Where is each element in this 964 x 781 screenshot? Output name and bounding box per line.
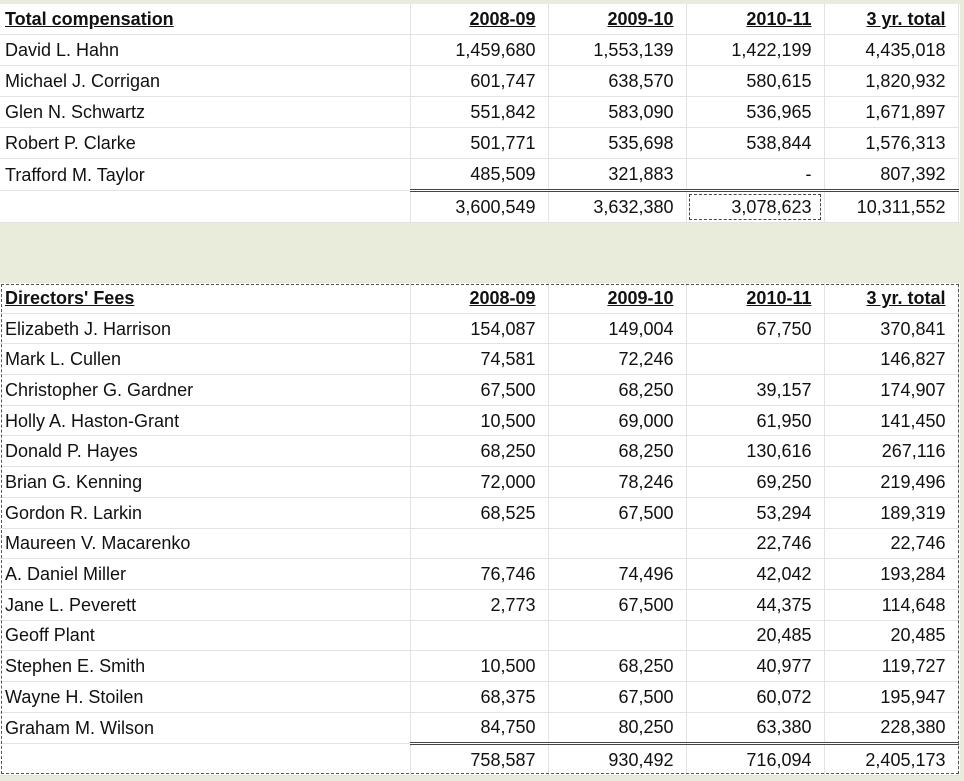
value-cell[interactable]: 154,087 <box>410 313 548 344</box>
value-cell[interactable]: 501,771 <box>410 128 548 159</box>
total-cell[interactable]: 3,632,380 <box>548 191 686 223</box>
total-compensation-header-row <box>0 4 958 35</box>
value-cell[interactable]: 193,284 <box>824 559 958 590</box>
total-cell[interactable]: 3,600,549 <box>410 191 548 223</box>
table-row <box>0 405 958 436</box>
value-cell[interactable]: 67,500 <box>548 681 686 712</box>
table-row <box>0 497 958 528</box>
name-cell[interactable]: Robert P. Clarke <box>0 128 410 159</box>
name-cell[interactable]: Jane L. Peverett <box>0 589 410 620</box>
name-cell[interactable]: Glen N. Schwartz <box>0 97 410 128</box>
value-cell[interactable]: 2,773 <box>410 589 548 620</box>
total-cell[interactable]: 2,405,173 <box>824 744 958 776</box>
value-cell[interactable]: 40,977 <box>686 651 824 682</box>
value-cell[interactable]: 1,671,897 <box>824 97 958 128</box>
value-cell[interactable]: 61,950 <box>686 405 824 436</box>
value-cell[interactable]: 69,000 <box>548 405 686 436</box>
table-row <box>0 97 958 128</box>
name-cell[interactable]: Elizabeth J. Harrison <box>0 313 410 344</box>
value-cell[interactable] <box>548 528 686 559</box>
value-cell[interactable]: 74,581 <box>410 344 548 375</box>
directors-fees-panel <box>0 283 960 775</box>
total-compensation-table <box>0 4 959 223</box>
value-cell[interactable]: 4,435,018 <box>824 35 958 66</box>
value-cell[interactable]: 538,844 <box>686 128 824 159</box>
value-cell[interactable] <box>410 528 548 559</box>
total-cell[interactable]: 716,094 <box>686 744 824 776</box>
total-cell[interactable]: 930,492 <box>548 744 686 776</box>
value-cell[interactable]: 1,459,680 <box>410 35 548 66</box>
value-cell[interactable]: 130,616 <box>686 436 824 467</box>
value-cell[interactable]: 119,727 <box>824 651 958 682</box>
directors-fees-title[interactable]: Directors' Fees <box>0 283 410 313</box>
value-cell[interactable]: 68,250 <box>548 436 686 467</box>
value-cell[interactable]: 146,827 <box>824 344 958 375</box>
value-cell[interactable]: 551,842 <box>410 97 548 128</box>
value-cell[interactable]: 60,072 <box>686 681 824 712</box>
value-cell[interactable]: 10,500 <box>410 405 548 436</box>
value-cell[interactable]: 583,090 <box>548 97 686 128</box>
table-row <box>0 66 958 97</box>
value-cell[interactable]: 195,947 <box>824 681 958 712</box>
value-cell[interactable]: 22,746 <box>686 528 824 559</box>
name-cell[interactable]: Holly A. Haston-Grant <box>0 405 410 436</box>
directors-fees-table <box>0 283 959 776</box>
name-cell[interactable]: Wayne H. Stoilen <box>0 681 410 712</box>
value-cell[interactable] <box>686 344 824 375</box>
value-cell[interactable]: 638,570 <box>548 66 686 97</box>
table-row <box>0 712 958 744</box>
table-row <box>0 436 958 467</box>
value-cell[interactable]: 1,576,313 <box>824 128 958 159</box>
value-cell[interactable]: 84,750 <box>410 712 548 744</box>
value-cell[interactable]: 67,500 <box>548 497 686 528</box>
total-compensation-totals-row <box>0 191 958 223</box>
name-cell[interactable]: Maureen V. Macarenko <box>0 528 410 559</box>
value-cell[interactable]: 72,246 <box>548 344 686 375</box>
column-header[interactable]: 2008-09 <box>410 4 548 35</box>
table-row <box>0 559 958 590</box>
table-row <box>0 681 958 712</box>
value-cell[interactable]: 22,746 <box>824 528 958 559</box>
value-cell[interactable]: 1,422,199 <box>686 35 824 66</box>
value-cell[interactable]: 69,250 <box>686 467 824 498</box>
value-cell[interactable]: 536,965 <box>686 97 824 128</box>
name-cell[interactable]: Graham M. Wilson <box>0 712 410 744</box>
table-row <box>0 344 958 375</box>
table-row <box>0 375 958 406</box>
value-cell[interactable]: 321,883 <box>548 159 686 191</box>
table-row <box>0 313 958 344</box>
value-cell[interactable]: 141,450 <box>824 405 958 436</box>
value-cell[interactable]: 68,250 <box>410 436 548 467</box>
value-cell[interactable]: 67,500 <box>548 589 686 620</box>
value-cell[interactable]: 20,485 <box>686 620 824 651</box>
name-cell[interactable]: A. Daniel Miller <box>0 559 410 590</box>
table-row <box>0 620 958 651</box>
value-cell[interactable]: 42,042 <box>686 559 824 590</box>
directors-fees-totals-row <box>0 744 958 776</box>
column-header[interactable]: 3 yr. total <box>824 283 958 313</box>
table-row <box>0 128 958 159</box>
total-cell[interactable]: 758,587 <box>410 744 548 776</box>
value-cell[interactable]: 72,000 <box>410 467 548 498</box>
name-cell[interactable]: David L. Hahn <box>0 35 410 66</box>
column-header[interactable]: 2009-10 <box>548 283 686 313</box>
value-cell[interactable]: 174,907 <box>824 375 958 406</box>
value-cell[interactable]: 74,496 <box>548 559 686 590</box>
value-cell[interactable]: 1,553,139 <box>548 35 686 66</box>
value-cell[interactable]: 535,698 <box>548 128 686 159</box>
value-cell[interactable]: 114,648 <box>824 589 958 620</box>
name-cell[interactable]: Mark L. Cullen <box>0 344 410 375</box>
blank-cell[interactable] <box>0 744 410 776</box>
value-cell[interactable]: 68,250 <box>548 651 686 682</box>
value-cell[interactable]: 10,500 <box>410 651 548 682</box>
value-cell[interactable]: 67,500 <box>410 375 548 406</box>
column-header[interactable]: 2010-11 <box>686 4 824 35</box>
value-cell[interactable]: 53,294 <box>686 497 824 528</box>
value-cell[interactable]: 601,747 <box>410 66 548 97</box>
value-cell[interactable]: 370,841 <box>824 313 958 344</box>
value-cell[interactable] <box>410 620 548 651</box>
directors-fees-header-row <box>0 283 958 313</box>
value-cell[interactable]: 63,380 <box>686 712 824 744</box>
name-cell[interactable]: Geoff Plant <box>0 620 410 651</box>
value-cell[interactable] <box>548 620 686 651</box>
column-header[interactable]: 2008-09 <box>410 283 548 313</box>
value-cell[interactable]: 68,375 <box>410 681 548 712</box>
name-cell[interactable]: Michael J. Corrigan <box>0 66 410 97</box>
value-cell[interactable]: 485,509 <box>410 159 548 191</box>
value-cell[interactable]: 44,375 <box>686 589 824 620</box>
value-cell[interactable]: 68,250 <box>548 375 686 406</box>
value-cell[interactable]: 80,250 <box>548 712 686 744</box>
value-cell[interactable]: 189,319 <box>824 497 958 528</box>
name-cell[interactable]: Christopher G. Gardner <box>0 375 410 406</box>
column-header[interactable]: 2010-11 <box>686 283 824 313</box>
name-cell[interactable]: Donald P. Hayes <box>0 436 410 467</box>
value-cell[interactable]: 149,004 <box>548 313 686 344</box>
total-cell[interactable]: 10,311,552 <box>824 191 958 223</box>
value-cell[interactable]: 67,750 <box>686 313 824 344</box>
total-compensation-panel <box>0 4 960 222</box>
value-cell[interactable]: 76,746 <box>410 559 548 590</box>
value-cell[interactable]: 267,116 <box>824 436 958 467</box>
total-cell[interactable]: 3,078,623 <box>686 191 824 223</box>
table-row <box>0 651 958 682</box>
value-cell[interactable]: 228,380 <box>824 712 958 744</box>
table-row <box>0 467 958 498</box>
value-cell[interactable]: 68,525 <box>410 497 548 528</box>
blank-cell[interactable] <box>0 191 410 223</box>
value-cell[interactable]: 807,392 <box>824 159 958 191</box>
value-cell[interactable]: 20,485 <box>824 620 958 651</box>
table-row <box>0 35 958 66</box>
table-row <box>0 589 958 620</box>
total-compensation-title[interactable]: Total compensation <box>0 4 410 35</box>
name-cell[interactable]: Trafford M. Taylor <box>0 159 410 191</box>
name-cell[interactable]: Gordon R. Larkin <box>0 497 410 528</box>
value-cell[interactable]: 1,820,932 <box>824 66 958 97</box>
value-cell[interactable]: 219,496 <box>824 467 958 498</box>
name-cell[interactable]: Brian G. Kenning <box>0 467 410 498</box>
name-cell[interactable]: Stephen E. Smith <box>0 651 410 682</box>
table-row <box>0 528 958 559</box>
column-header[interactable]: 3 yr. total <box>824 4 958 35</box>
value-cell[interactable]: - <box>686 159 824 191</box>
table-row <box>0 159 958 191</box>
value-cell[interactable]: 78,246 <box>548 467 686 498</box>
value-cell[interactable]: 580,615 <box>686 66 824 97</box>
value-cell[interactable]: 39,157 <box>686 375 824 406</box>
column-header[interactable]: 2009-10 <box>548 4 686 35</box>
